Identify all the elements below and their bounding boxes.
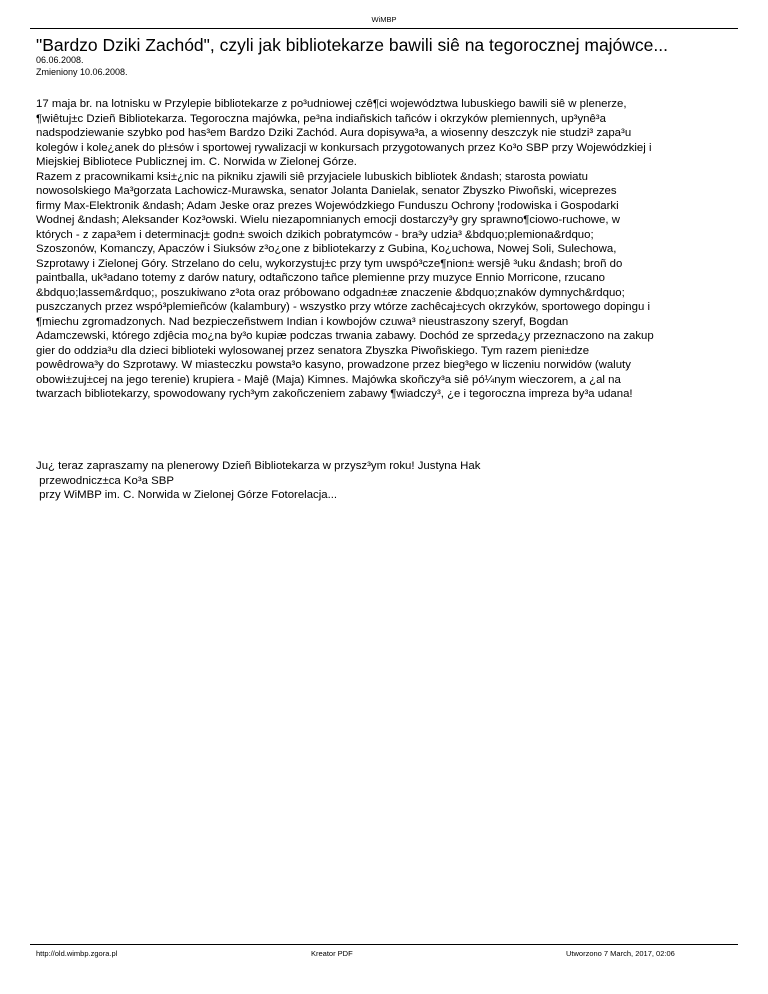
article-closing xyxy=(36,459,746,503)
footer-divider xyxy=(30,944,738,945)
footer-created-timestamp: Utworzono 7 March, 2017, 02:06 xyxy=(566,949,675,958)
closing-line-institution: przy WiMBP im. C. Norwida w Zielonej Górze Fotorelacja... xyxy=(36,489,338,501)
article-title: "Bardzo Dziki Zachód", czyli jak bibliotekarze bawili siê na tegorocznej majówce... xyxy=(36,35,668,55)
footer-creator: Kreator PDF xyxy=(311,949,353,958)
article-created-date: 06.06.2008. xyxy=(36,55,84,65)
header-divider xyxy=(30,28,738,29)
article-modified-date: Zmieniony 10.06.2008. xyxy=(36,67,128,77)
footer-url-link[interactable]: http://old.wimbp.zgora.pl xyxy=(36,949,118,958)
article-body: 17 maja br. na lotnisku w Przylepie bibliotekarze z po³udniowej czê¶ci województwa lubuskiego bawili siê w plenerze, ¶wiêtuj±c Dzieñ Bibliotekarza. Tegoroczna majówka, pe³na indiañskich tañców i okrzyków plemiennych, up³ynê³a nadspodziewanie szybko pod has³em Bardzo Dziki Zachód. Aura dopisywa³a, a wiosenny deszczyk nie studzi³ zapa³u kolegów i kole¿anek do pl±sów i sportowej rywalizacji w konkursach przygotowanych przez Ko³o SBP przy Wojewódzkiej i Miejskiej Bibliotece Publicznej im. C. Norwida w Zielonej Górze. Razem z pracownikami ksi±¿nic na pikniku zjawili siê przyjaciele lubuskich bibliotek &ndash; starosta powiatu nowosolskiego Ma³gorzata Lachowicz-Murawska, senator Jolanta Danielak, senator Zbyszko Piwoñski, wiceprezes firmy Max-Elektronik &ndash; Adam Jeske oraz prezes Wojewódzkiego Funduszu Ochrony ¦rodowiska i Gospodarki Wodnej &ndash; Aleksander Koz³owski. Wielu niezapomnianych emocji dostarczy³y gry sprawno¶ciowo-ruchowe, w których - z zapa³em i determinacj± godn± swoich dzikich pobratymców - bra³y udzia³ &bdquo;plemiona&rdquo; Szoszonów, Komanczy, Apaczów i Siuksów z³o¿one z bibliotekarzy z Gubina, Ko¿uchowa, Nowej Soli, Sulechowa, Szprotawy i Zielonej Góry. Strzelano do celu, wykorzystuj±c przy tym uwspó³cze¶nion± wersjê ³uku &ndash; broñ do paintballa, uk³adano totemy z darów natury, odtañczono tañce plemienne przy muzyce Ennio Morricone, rzucano &bdquo;lassem&rdquo;, poszukiwano z³ota oraz próbowano odgadn±æ znaczenie &bdquo;znaków dymnych&rdquo; puszczanych przez wspó³plemieñców (kalambury) - wszystko przy wtórze zachêcaj±cych okrzyków, sportowego dopingu i ¶miechu zgromadzonych. Nad bezpieczeñstwem Indian i kowbojów czuwa³ nieustraszony szeryf, Bogdan Adamczewski, którego zdjêcia mo¿na by³o kupiæ podczas trwania zabawy. Dochód ze sprzeda¿y przeznaczono na zakup gier do oddzia³u dla dzieci biblioteki wylosowanej przez senatora Zbyszka Piwoñskiego. Tym razem pieni±dze powêdrowa³y do Szprotawy. W miasteczku powsta³o kasyno, prowadzone przez bieg³ego w liczeniu norwidów (waluty obowi±zuj±cej na jego terenie) krupiera - Majê (Maja) Kimnes. Majówka skoñczy³a siê pó¼nym wieczorem, a ¿al na twarzach bibliotekarzy, spowodowany rych³ym zakoñczeniem zabawy ¶wiadczy³, ¿e i tegoroczna impreza by³a udana! xyxy=(36,98,654,400)
page-header-label: WiMBP xyxy=(371,15,397,24)
closing-line-role: przewodnicz±ca Ko³a SBP xyxy=(36,474,174,487)
closing-line-invitation: Ju¿ teraz zapraszamy na plenerowy Dzieñ Bibliotekarza w przysz³ym roku! Justyna Hak xyxy=(36,460,481,472)
